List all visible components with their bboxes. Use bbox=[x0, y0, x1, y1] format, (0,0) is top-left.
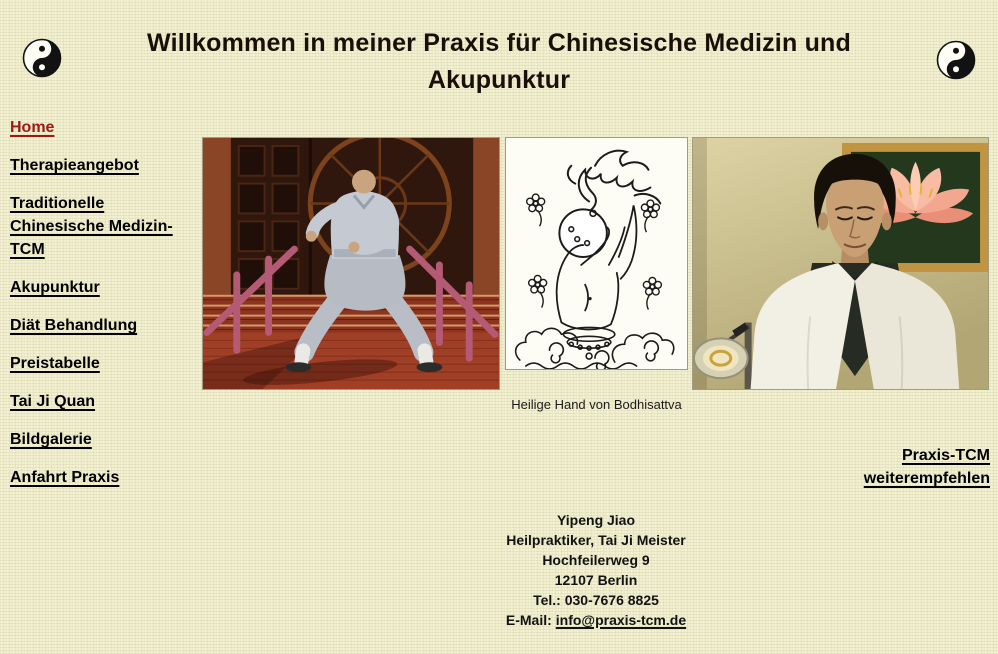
recommend-link[interactable] bbox=[864, 444, 990, 490]
contact-name: Yipeng Jiao bbox=[556, 512, 636, 528]
sidebar-item-akupunktur[interactable]: Akupunktur bbox=[10, 279, 100, 296]
sidebar-item-home[interactable]: Home bbox=[10, 119, 55, 136]
sidebar-item-tai-ji-quan[interactable]: Tai Ji Quan bbox=[10, 393, 96, 410]
recommend-line2: weiterempfehlen bbox=[863, 470, 990, 487]
contact-info bbox=[194, 510, 998, 630]
contact-phone: Tel.: 030-7676 8825 bbox=[533, 592, 659, 608]
sidebar-item-anfahrt-praxis[interactable]: Anfahrt Praxis bbox=[10, 469, 120, 486]
title-line2: Akupunktur bbox=[427, 66, 571, 94]
sidebar bbox=[10, 116, 190, 504]
taichi-master-photo bbox=[202, 137, 500, 390]
contact-role: Heilpraktiker, Tai Ji Meister bbox=[506, 532, 686, 548]
yin-yang-icon bbox=[936, 40, 976, 80]
email-link[interactable]: info@praxis-tcm.de bbox=[555, 612, 687, 628]
page-title bbox=[109, 25, 889, 99]
sidebar-item-preistabelle[interactable]: Preistabelle bbox=[10, 355, 100, 372]
sidebar-item-diaet-behandlung[interactable]: Diät Behandlung bbox=[10, 317, 138, 334]
sidebar-item-therapieangebot[interactable]: Therapieangebot bbox=[10, 157, 139, 174]
contact-city: 12107 Berlin bbox=[554, 572, 638, 588]
yin-yang-icon bbox=[22, 38, 62, 78]
sidebar-item-bildgalerie[interactable]: Bildgalerie bbox=[10, 431, 92, 448]
contact-street: Hochfeilerweg 9 bbox=[542, 552, 650, 568]
image-caption: Heilige Hand von Bodhisattva bbox=[511, 397, 682, 412]
practitioner-photo bbox=[692, 137, 989, 390]
bodhisattva-hand-drawing bbox=[505, 137, 688, 370]
email-label: E-Mail: bbox=[505, 612, 552, 628]
sidebar-item-tcm[interactable]: Traditionelle Chinesische Medizin-TCM bbox=[10, 195, 173, 258]
recommend-line1: Praxis-TCM bbox=[901, 447, 990, 464]
title-line1: Willkommen in meiner Praxis für Chinesische Medizin und bbox=[147, 29, 851, 57]
contact-email-line bbox=[194, 610, 998, 630]
